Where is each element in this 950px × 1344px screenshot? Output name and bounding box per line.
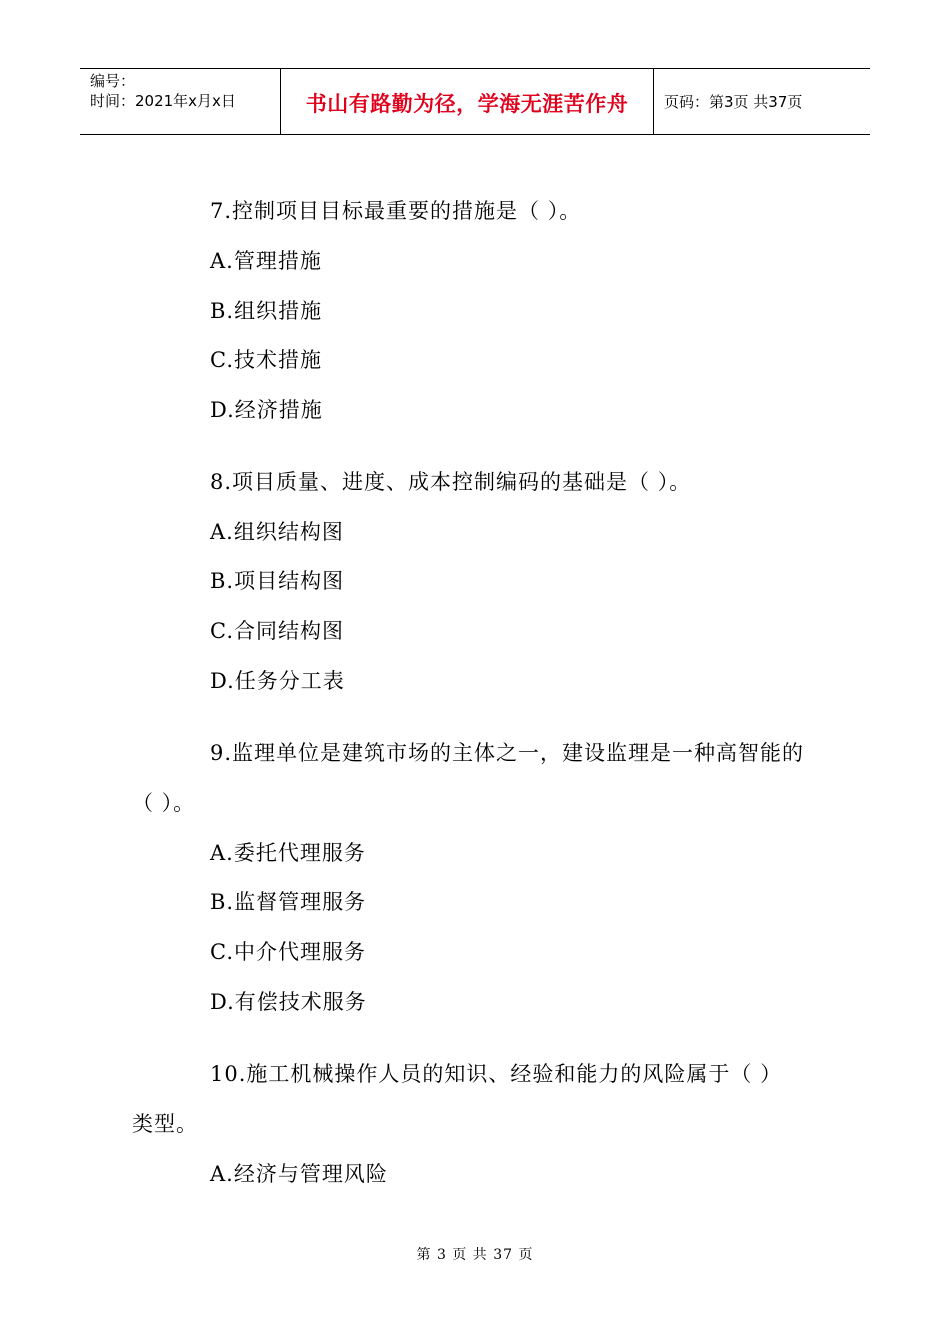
question-10-stem: 10.施工机械操作人员的知识、经验和能力的风险属于（ ） xyxy=(210,1062,783,1086)
question-7-stem: 7.控制项目目标最重要的措施是（ ）。 xyxy=(210,199,582,223)
header-page-cell xyxy=(654,69,870,134)
question-9-option-b: B.监督管理服务 xyxy=(210,890,367,914)
question-7-option-a: A.管理措施 xyxy=(210,249,322,273)
document-number-label: 编号： xyxy=(90,72,136,90)
question-10-option-a: A.经济与管理风险 xyxy=(210,1162,388,1186)
header-motto: 书山有路勤为径，学海无涯苦作舟 xyxy=(305,91,629,116)
document-date-label: 时间：2021年x月x日 xyxy=(90,92,236,110)
header-page-info: 页码：第3页 共37页 xyxy=(664,93,803,111)
question-8-option-d: D.任务分工表 xyxy=(210,669,345,693)
question-9-option-a: A.委托代理服务 xyxy=(210,841,366,865)
question-10-stem-continued: 类型。 xyxy=(132,1112,198,1136)
question-9-stem: 9.监理单位是建筑市场的主体之一，建设监理是一种高智能的 xyxy=(210,741,805,765)
question-7-option-d: D.经济措施 xyxy=(210,398,323,422)
question-9-option-d: D.有偿技术服务 xyxy=(210,990,367,1014)
question-9-stem-continued: （ ）。 xyxy=(132,791,196,815)
question-8-option-b: B.项目结构图 xyxy=(210,569,345,593)
header-meta-cell xyxy=(80,69,281,134)
question-7-option-b: B.组织措施 xyxy=(210,299,323,323)
question-9-option-c: C.中介代理服务 xyxy=(210,940,366,964)
question-7-option-c: C.技术措施 xyxy=(210,348,322,372)
page-footer: 第 3 页 共 37 页 xyxy=(416,1247,534,1263)
page-header xyxy=(80,68,870,135)
question-8-option-a: A.组织结构图 xyxy=(210,520,344,544)
question-8-stem: 8.项目质量、进度、成本控制编码的基础是（ ）。 xyxy=(210,470,692,494)
header-motto-cell xyxy=(281,69,654,134)
question-8-option-c: C.合同结构图 xyxy=(210,619,344,643)
